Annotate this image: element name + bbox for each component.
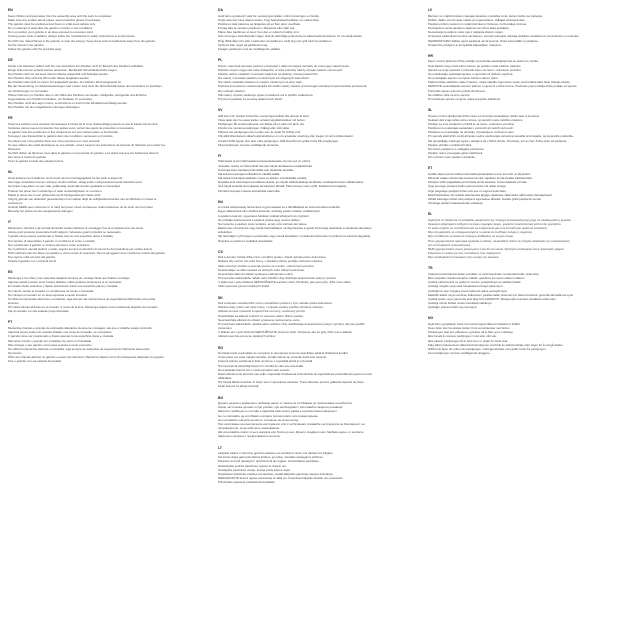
instruction-line: No intente montar el cenador en condiciones de viento o humedad. bbox=[8, 288, 94, 293]
language-section bbox=[428, 166, 628, 205]
instruction-line: Pavillonen skal placeres og fastgøres på en flad, jævn overflade. bbox=[218, 21, 301, 26]
instruction-line: Při používání elektrického nářadí nebo žebříků vždy dodržujte bezpečnostní pokyny výrobce. bbox=[218, 276, 337, 281]
instruction-line: Unele piese pot avea margini ascuțite, purtați mănuși de protecție dacă este necesar. bbox=[218, 355, 327, 360]
language-section bbox=[218, 446, 418, 485]
instruction-line: A pavilont csak sík, egyenletes felületen szabad elhelyezni és rögzíteni. bbox=[218, 213, 310, 218]
instruction-line: Çardak içinde veya yakınında açık ateş KULLANMAYIN. Mangal gibi nesneleri çardaktan uzak tutun. bbox=[428, 296, 557, 301]
instruction-line: Çardağınızı aşırı rüzgara maruz kalan bir alana yerleştirmeyin. bbox=[428, 288, 508, 293]
instruction-line: être tenus à l'écart du gazebo. bbox=[8, 155, 47, 160]
language-section bbox=[428, 266, 628, 309]
instruction-line: Keep children and pets away from the assembly area until the work is completed. bbox=[8, 13, 112, 18]
instruction-line: Kada koristite električne alate ili ljestve, uvijek slijedite sigurnosne upute proizvođača kako biste izbjegli ozljede. bbox=[428, 80, 571, 85]
instruction-line: Hold børn og kæledyr væk fra monteringsområdet, indtil monteringen er færdig. bbox=[218, 13, 320, 18]
language-section bbox=[428, 108, 628, 159]
instruction-line: Pawilon należy ustawiać i mocować wyłącznie na płaskiej, równej powierzchni. bbox=[218, 71, 319, 76]
instruction-line: Çardak yalnızca düz ve yatay bir zemine yerleştirilmeli ve sabitlenmelidir. bbox=[428, 280, 522, 285]
instruction-line: NE uporabljajte odprtega ognja v paviljonu ali v bližini strehe. Predmete, kot so žari, držite stran od paviljona. bbox=[428, 138, 567, 143]
language-code: ES bbox=[8, 270, 13, 275]
language-section bbox=[8, 116, 208, 163]
instruction-line: Bazı parçaların keskin kenarları olabilir; gerekirse koruyucu eldiven kullanın. bbox=[428, 276, 526, 281]
instruction-line: Älä kokoa huvimajaa tuulisella tai märällä säällä. bbox=[218, 171, 281, 176]
instruction-line: Opbevar ikke noget på pavillonens tag. bbox=[218, 42, 268, 47]
instruction-line: érdekében. bbox=[218, 230, 233, 235]
language-section bbox=[218, 154, 418, 193]
instruction-line: Nestatykite pavėsinės vietoje, kurioje pučia stiprus vėjas. bbox=[218, 467, 291, 472]
instruction-line: Non posizionare il gazebo in un'area esposta a vento eccessivo. bbox=[8, 242, 91, 247]
instruction-line: Nostipriniet paviljonu ar komplektā iekļautajiem mietiņiem. bbox=[428, 42, 503, 47]
instruction-line: Plaats je prieel niet in een gebied dat wordt blootgesteld aan harde wind. bbox=[8, 192, 102, 197]
instruction-line: Някои части може да имат остри ръбове; при необходимост използвайте защитни ръкавици. bbox=[218, 405, 344, 410]
instruction-line: Neumiestňujte altánok do oblasti vystavenej nadmernému vetru. bbox=[218, 317, 301, 322]
instruction-line: Nenovietojiet paviljonu vietā, kas ir pakļauta stipram vējam. bbox=[428, 30, 504, 35]
instruction-line: Non tentare di assemblare il gazebo in condizioni di vento o umidità. bbox=[8, 238, 96, 243]
instruction-line: Het prieel mag alleen op een vlak, gelijkmatig oppervlak worden geplaatst en bevestigd. bbox=[8, 184, 121, 189]
instruction-line: Fastgør pavillonen med de medfølgende pløkker. bbox=[218, 46, 281, 51]
instruction-line: Nie należy ustawiać pawilonu w miejscu narażonym na silny wiatr. bbox=[218, 80, 303, 85]
instruction-line: Houd kinderen en huisdieren uit de buurt van het montagegebied tot het werk is afgerond. bbox=[8, 176, 123, 181]
instruction-line: Pri korištenju sjenice za sjenu uvijek provjerite stabilnost. bbox=[428, 96, 501, 101]
instruction-line: Offene Flammen im Pavillon oder in der Nähe des Pavillons vermeiden. Grillgeräte, Heizgeräte und ähnliche bbox=[8, 92, 147, 97]
instruction-line: Djecu i kućne ljubimce držite podalje od područja sastavljanja dok se radovi ne završe. bbox=[428, 59, 539, 64]
language-code: TR bbox=[428, 266, 433, 271]
instruction-line: Si utiliza herramientas eléctricas o escaleras, siga siempre las instrucciones de seguridad del fabricante para evitar bbox=[8, 296, 156, 301]
instruction-line: Děti a domácí zvířata držte mimo montážní prostor, dokud nebude práce dokončena. bbox=[218, 255, 327, 260]
instruction-line: Der Pavillon darf nur auf einer ebenen Fläche aufgestellt und befestigt werden. bbox=[8, 71, 109, 76]
instruction-line: Der Pavillon darf nicht an einem Ort aufgestellt werden, der starkem Wind ausgesetzt ist. bbox=[8, 80, 122, 85]
language-code: LV bbox=[428, 8, 433, 12]
text-column bbox=[8, 8, 208, 640]
instruction-line: Ne helyezze a pavilont olyan területre, amely erős szélnek van kitéve. bbox=[218, 221, 308, 226]
instruction-line: Hold barn og kjæledyr borte fra monteringsområdet til arbeidet er fullført. bbox=[428, 321, 521, 326]
instruction-line: Pidä lapset ja lemmikit kaukana kokoamisalueelta, kunnes työ on valmis. bbox=[218, 159, 312, 164]
instruction-line: Forsøg ikke at montere pavillonen i blæsende eller vådt vejr. bbox=[218, 26, 296, 31]
instruction-line: NENAUDOKITE atviros ugnies pavėsinėje ar šalia jos. Kepsnines laikykite atokiau nuo pavėsinės. bbox=[218, 476, 344, 481]
instruction-line: Deti a domáce zvieratá držte mimo montážneho priestoru, kým nebude práca dokončená. bbox=[218, 301, 333, 306]
instruction-line: NEIZMANTOJIET atklātu uguni paviljonā vai tā tuvumā. Grilus turiet tālāk no paviljona. bbox=[428, 38, 539, 43]
language-code: RO bbox=[218, 345, 224, 350]
instruction-line: Paviljon se sme postaviti in pritrditi le na ravno, vodoravno površino. bbox=[428, 121, 515, 126]
instruction-line: Fissare il gazebo con i picchetti forniti. bbox=[8, 259, 57, 264]
language-code: HU bbox=[218, 199, 223, 204]
language-code: NL bbox=[8, 170, 13, 175]
instruction-line: Do not attempt to assemble the gazebo in windy or wet conditions. bbox=[8, 26, 94, 31]
instruction-line: Älä sijoita huvimajaa paikkaan, jossa se altistuu voimakkaalle tuulelle. bbox=[218, 176, 308, 181]
instruction-line: NU folosiți flăcări deschise în foișor sau în apropierea acestuia. Țineți obiectele precum grătarele departe de foișor. bbox=[218, 380, 365, 385]
instruction-line: Brug IKKE åben ild i eller i nærheden af pavillonen. Hold ting som grill væk fra pavillonen. bbox=[218, 38, 333, 43]
instruction-line: Placera inte paviljongen på en plats som är utsatt för kraftig vind. bbox=[218, 130, 301, 135]
instruction-line: Nie należy montować pawilonu w wietrznych lub wilgotnych warunkach. bbox=[218, 76, 310, 81]
language-code: FR bbox=[8, 116, 13, 121]
instruction-line: Do NOT use naked flames in the gazebo or near the canopy. Keep items such as barbecues away from the gazebo. bbox=[8, 38, 157, 43]
instruction-line: ÄLÄ käytä avotulta huvimajassa tai katoksen lähellä. Pidä esineet, kuten grillit, kaukana huvimajasta. bbox=[218, 184, 347, 189]
instruction-line: NEMOJTE upotrebljavati otvoreni plamen u sjenici ili u blizini krova. Predmete poput roštilja držite podalje od sjenice. bbox=[428, 84, 578, 89]
language-section bbox=[8, 170, 208, 213]
instruction-line: Altánok sa smie umiestniť a upevniť iba na rovný, vodorovný povrch. bbox=[218, 309, 306, 314]
language-code: ET bbox=[428, 166, 433, 171]
instruction-line: Podczas korzystania z elektronarzędzi lub drabin należy zawsze przestrzegać instrukcji bezpieczeństwa producenta, bbox=[218, 84, 368, 89]
language-code: PT bbox=[8, 320, 13, 325]
instruction-line: Hoidke lapsed ja lemmikloomad kokkupanekualast eemal, kuni töö on lõpetatud. bbox=[428, 171, 531, 176]
instruction-line: Sommige onderdelen kunnen scherpe randen hebben, draag indien nodig beschermende handschoenen. bbox=[8, 180, 143, 185]
instruction-line: Vissa delar kan ha vassa kanter, använd skyddshandskar vid behov. bbox=[218, 117, 306, 122]
instruction-line: Κρατήστε τα παιδιά και τα κατοικίδια μακριά από την περιοχή συναρμολόγησης μέχρι να ολοκληρωθεί η εργασία. bbox=[428, 217, 572, 222]
instruction-line: производителя, за да избегнете наранявания. bbox=[218, 426, 280, 431]
language-section bbox=[8, 270, 208, 313]
instruction-line: The gazebo must be positioned and fixed on a flat level surface only. bbox=[8, 21, 96, 26]
instruction-line: Ärge paigutage paviljoni kohta, kus see on tugeva tuule käes. bbox=[428, 188, 507, 193]
instruction-line: Försök inte montera paviljongen i blåsigt eller vått väder. bbox=[218, 126, 291, 131]
language-code: DA bbox=[218, 8, 223, 12]
instruction-line: Niektóre części mogą mieć ostre krawędzie; w razie potrzeby należy używać rękawic ochronnych. bbox=[218, 67, 343, 72]
language-code: EL bbox=[428, 212, 433, 217]
language-section bbox=[218, 8, 418, 51]
instruction-line: Не поставяйте шатрата на място, изложено на силен вятър. bbox=[218, 417, 300, 422]
instruction-line: Laikykite vaikus ir naminius gyvūnus atokiau nuo surinkimo vietos, kol darbas bus baigtas. bbox=[218, 451, 334, 456]
instruction-line: Altán musí být umístěn a upevněn pouze na rovném, vodorovném povrchu. bbox=[218, 263, 315, 268]
instruction-line: Το κιόσκι πρέπει να τοποθετείται και να στερεώνεται μόνο σε επίπεδη και οριζόντια επιφάνεια. bbox=[428, 226, 548, 231]
instruction-line: Não coloque o seu gazebo numa área exposta a vento excessivo. bbox=[8, 342, 93, 347]
instruction-line: zraneniam. bbox=[218, 326, 233, 331]
instruction-line: A munka befejezéséig tartsa távol a gyermekeket és a háziállatokat az összeszerelési területtől. bbox=[218, 205, 341, 210]
instruction-line: Дръжте децата и домашните любимци далеч от зоната за сглобяване до приключване на работата. bbox=[218, 401, 353, 406]
instruction-line: Pritvirtinkite pavėsinę pridedamais kuoleliais. bbox=[218, 480, 276, 485]
language-section bbox=[218, 396, 418, 439]
instruction-line: Nu lăsați copiii și animalele de companie în apropierea zonei de asamblare până la finalizarea lucrării. bbox=[218, 351, 349, 356]
instruction-line: Algumas peças podem ter arestas afiadas; use luvas de proteção, se necessário. bbox=[8, 330, 113, 335]
language-code: LT bbox=[218, 445, 222, 450]
instruction-line: lesiones. bbox=[8, 301, 20, 305]
instruction-line: Sjenica se smije postaviti i pričvrstiti samo na ravnu, vodoravnu površinu. bbox=[428, 67, 522, 72]
instruction-line: Μην αποθηκεύετε αντικείμενα στην οροφή του κιοσκιού. bbox=[428, 255, 500, 260]
language-section bbox=[428, 212, 628, 259]
instruction-line: Przymocuj pawilon za pomocą dołączonych śledzi. bbox=[218, 96, 283, 101]
instruction-line: Pri uporabi električnih orodij ali lestev vedno upoštevajte varnostna navodila proizvajalca, da preprečite poškodbe. bbox=[428, 134, 574, 139]
instruction-line: ferimentos. bbox=[8, 351, 23, 355]
instruction-line: НЕ използвайте открит огън в шатрата или близо до нея. Дръжте предмети като барбекю далеч от шатрата. bbox=[218, 430, 364, 435]
instruction-line: Neumisťujte altán do oblasti vystavené nadměrnému větru. bbox=[218, 271, 294, 276]
instruction-line: Nebandykite surinkti pavėsinės vėjuotu ar drėgnu oru. bbox=[218, 463, 287, 468]
instruction-line: Шатрата трябва да се поставя и закрепва само върху равна и хоризонтална повърхност. bbox=[218, 409, 338, 414]
instruction-line: Nu încercați să asamblați foișorul în condiții de vânt sau umezeală. bbox=[218, 363, 304, 368]
instruction-line: Fije el cenador con las estacas proporcionadas. bbox=[8, 309, 70, 314]
language-section bbox=[8, 8, 208, 51]
instruction-line: If using power tools or ladders, always follow the manufacturer's safety instructions to avoid injuries. bbox=[8, 34, 136, 39]
instruction-line: Não tente montar o gazebo em condições de vento ou humidade. bbox=[8, 338, 92, 343]
instruction-line: IKKE bruk åpen ild i eller nær paviljongen. Hold gjenstander som griller borte fra paviljongen. bbox=[428, 346, 547, 351]
instruction-line: Bevestig het prieel met de meegeleverde haringen. bbox=[8, 209, 74, 214]
language-section bbox=[218, 296, 418, 339]
language-code: DE bbox=[8, 58, 13, 62]
instruction-line: Den Pavillon bitte nicht bei Wind oder Nässe aufgebaut werden. bbox=[8, 76, 90, 81]
instruction-line: Fäst paviljongen med de medföljande pinnarna. bbox=[218, 142, 279, 147]
language-section bbox=[428, 54, 628, 101]
instruction-line: Μην επιχειρήσετε να συναρμολογήσετε το κιόσκι σε συνθήκες ανέμου ή υγρασίας. bbox=[428, 230, 533, 235]
language-section bbox=[8, 58, 208, 109]
text-column bbox=[428, 8, 628, 640]
language-code: SV bbox=[218, 108, 223, 112]
instruction-line: Ob močnem vetru paviljon razstavite. bbox=[428, 155, 476, 160]
instruction-line: Закрепете шатрата с предоставените колчета. bbox=[218, 434, 281, 439]
instruction-line: Mantenere i bambini e gli animali domestici lontani dall'area di montaggio fino al completamento dei lavori. bbox=[8, 226, 144, 231]
instruction-line: Όταν χρησιμοποιείτε ηλεκτρικά εργαλεία ή σκάλες, ακολουθείτε πάντα τις οδηγίες ασφαλείας του κατασκευαστή bbox=[428, 238, 570, 243]
instruction-line: NON utilizzare fiamme libere nel gazebo o vicino al telo di copertura. Tenere gli oggetti come i barbecue lontani dal gazebo. bbox=[8, 251, 166, 255]
instruction-line: Alcune parti possono presentare bordi taglienti, indossare guanti protettivi se necessario. bbox=[8, 230, 122, 235]
instruction-line: Naudodami elektrinius įrankius ar kopėčias, visada laikykitės gamintojo saugos instrukcijų. bbox=[218, 471, 334, 476]
instruction-line: Elektrikli aletler veya merdiven kullanırken yaralanmaları önlemek için daima üreticinin güvenlik talimatlarına uyun. bbox=[428, 292, 574, 297]
instruction-line: Elektromos szerszámok vagy létrák használatakor mindig kövesse a gyártó biztonsági utasításait a sérülések elkerülése bbox=[218, 226, 372, 231]
instruction-line: voorkomen. bbox=[8, 201, 24, 205]
instruction-line: Bērniem un mājdzīvniekiem neļaujiet atrasties montāžas zonā, kamēr darbs nav pabeigts. bbox=[428, 13, 543, 18]
instruction-line: Fest paviljongen med de medfølgende pluggene. bbox=[428, 351, 491, 355]
instruction-line: Nu amplasați foișorul într-o zonă expusă la vânt excesiv. bbox=[218, 367, 291, 372]
instruction-line: Paviljongen skal kun plasseres og festes på et flatt, jevnt underlag. bbox=[428, 330, 514, 335]
instruction-line: Placer ikke pavillonen et sted, hvor den er udsat for kraftig vind. bbox=[218, 30, 300, 35]
instruction-line: ΜΗΝ χρησιμοποιείτε γυμνή φλόγα μέσα ή κοντά στο κιόσκι. Κρατήστε αντικείμενα όπως ψησταριές μακριά. bbox=[428, 246, 565, 251]
instruction-line: Den Pavillon nicht als Lager nutzen, sonst könnte er durch hohe Windlast beschädigt werden. bbox=[8, 101, 128, 105]
instruction-line: um Verletzungen zu vermeiden. bbox=[8, 88, 49, 93]
language-section bbox=[8, 320, 208, 363]
instruction-line: Na streho paviljona ne odlagajte predmetov. bbox=[428, 146, 485, 151]
language-section bbox=[218, 200, 418, 243]
instruction-line: Nepokúšajte sa altánok zostaviť vo veternom alebo vlhkom počasí. bbox=[218, 313, 304, 318]
instruction-line: Fixați foișorul cu țărușii furnizați. bbox=[218, 384, 260, 389]
instruction-line: Gegenstände vom Pavillon fernhalten, um Schäden zu vermeiden. bbox=[8, 96, 94, 101]
instruction-line: ÄRGE kasutage lahtist tuld paviljonis ega katuse lähedal. Hoidke grillid paviljonist eemal. bbox=[428, 196, 542, 201]
instruction-line: Den Pavillon mit den mitgelieferten Heringen befestigen. bbox=[8, 105, 81, 110]
instruction-line: Tenez les enfants et les animaux domestiques à l'écart de la zone d'assemblage jusqu'à ce que le travail soit terminé. bbox=[8, 121, 159, 126]
instruction-line: Foișorul trebuie poziționat și fixat numai pe o suprafață plană și orizontală. bbox=[218, 359, 313, 364]
instruction-line: Paviljon redno preverjajte glede stabilnosti. bbox=[428, 151, 483, 155]
instruction-line: blessures. bbox=[8, 146, 22, 151]
instruction-line: Mantenga a los niños y las mascotas alejados del área de montaje hasta que finalice el trabajo. bbox=[8, 276, 131, 281]
instruction-line: Pričvrstite sjenicu pomoću priloženih klinova. bbox=[428, 88, 486, 93]
instruction-line: Paviljon pritrdite s priloženimi klini. bbox=[428, 142, 473, 147]
instruction-line: Do not position your gazebo in an area exposed to excessive wind. bbox=[8, 30, 94, 35]
instruction-line: N'essayez pas d'assembler le gazebo dans des conditions venteuses ou humides. bbox=[8, 134, 114, 139]
instruction-line: Paviljongen får endast placeras och fästas på en plan och jämn yta. bbox=[218, 121, 305, 126]
instruction-line: Se utilizar ferramentas elétricas ou escadas, siga sempre as instruções de segurança do fabricante para evitar bbox=[8, 346, 150, 351]
instruction-line: Çardağı rüzgarlı veya ıslak havalarda kurmaya çalışmayın. bbox=[428, 284, 504, 289]
instruction-line: Kai kurios dalys gali turėti aštrius kraštus, jei reikia, mūvėkite apsaugines pirštines. bbox=[218, 455, 324, 460]
instruction-line: Bei der Verwendung von Elektrowerkzeugen oder Leitern sind stets die Sicherheitshinweise des Herstellers zu beachten, bbox=[8, 84, 163, 89]
instruction-line: Çalışma tamamlanana kadar çocukları ve evcil hayvanları montaj alanından uzak tutun. bbox=[428, 271, 540, 276]
instruction-line: Ne placez pas votre gazebo dans une zone exposée à un vent excessif. bbox=[8, 138, 101, 143]
instruction-line: Le gazebo doit être positionné et fixé uniquement sur une surface plane et horizontale. bbox=[8, 130, 119, 135]
language-section bbox=[218, 58, 418, 101]
instruction-line: Certaines pièces peuvent présenter des arêtes vives, portez des gants de protection si nécessaire. bbox=[8, 126, 135, 131]
instruction-line: Ne próbálja összeszerelni a pavilont szeles vagy nedves időben. bbox=[218, 217, 301, 222]
instruction-line: Follow the gazebo with the provided pegs. bbox=[8, 46, 62, 51]
language-code: BG bbox=[218, 395, 224, 400]
instruction-line: Ορισμένα εξαρτήματα ενδέχεται να έχουν αιχμηρές άκρες· φορέστε προστατευτικά γάντια εάν χρειάζεται. bbox=[428, 221, 562, 226]
instruction-line: Dzieci i zwierzęta domowe powinny przebywać z dala od miejsca montażu do czasu jego zakończenia. bbox=[218, 63, 350, 68]
instruction-line: V altánku ani v jeho blízkosti NEPOUŽÍVAJTE otvorený oheň. Predmety, ako sú grily, držte mimo altánku. bbox=[218, 330, 353, 335]
text-column bbox=[218, 8, 418, 640]
instruction-line: Çardağı ürünle birlikte verilen kazıklarla sabitleyin. bbox=[428, 301, 493, 305]
language-code: NO bbox=[428, 316, 434, 321]
instruction-line: Ikke forsøk å montere paviljongen i vind eller vått vær. bbox=[428, 334, 498, 339]
language-code: EN bbox=[8, 8, 13, 12]
instruction-line: Følg alltid produsentens sikkerhetsinstruksjoner ved bruk av elektroverktøy eller stiger for å unngå skader. bbox=[428, 342, 564, 347]
instruction-line: V altánu ani v jeho blízkosti NEPOUŽÍVEJTE otevřený oheň. Předměty, jako jsou grily, držte mimo altán. bbox=[218, 280, 352, 285]
language-section bbox=[218, 346, 418, 389]
instruction-line: Mõnedel osadel võivad olla teravad servad; vajaduse korral kandke kaitsekindaid. bbox=[428, 176, 533, 181]
language-code: SK bbox=[218, 295, 223, 300]
instruction-line: Nogle dele kan have skarpe kanter, brug beskyttelseshandsker om nødvendigt. bbox=[218, 17, 320, 22]
instruction-line: Çardağın çatısına hiçbir şey koymayın. bbox=[428, 305, 478, 310]
instruction-line: O gazebo deve ser posicionado e fixado apenas numa superfície plana e nivelada. bbox=[8, 334, 114, 339]
language-code: FI bbox=[218, 153, 222, 158]
instruction-line: Rögzítse a pavilont a mellékelt cövekekkel. bbox=[218, 238, 274, 243]
instruction-line: Dacă utilizați scule electrice sau scări, respectați întotdeauna instrucțiunile de siguranță ale producătorului pentru a evita bbox=[218, 371, 372, 376]
instruction-line: Kinnitage paviljon kaasasolevate vaiadega. bbox=[428, 201, 484, 205]
instruction-line: Paviljona ne postavljajte na območje, izpostavljeno močnemu vetru. bbox=[428, 130, 515, 135]
instruction-line: Algunas piezas pueden tener bordes afilados; utilice guantes protectores si es necesario. bbox=[8, 280, 123, 285]
instruction-line: Följ alltid tillverkarens säkerhetsinstruktioner om du använder elverktyg eller stegar, för att undvika skador. bbox=[218, 134, 354, 139]
instruction-line: Ikke plasser paviljongen på et sted som er utsatt for sterk vind. bbox=[428, 338, 509, 343]
instruction-line: Altánok upevnite pomocou dodaných kolíkov. bbox=[218, 334, 276, 339]
instruction-line: Nepokoušejte se altán sestavit za větrných nebo vlhkých podmínek. bbox=[218, 267, 305, 272]
instruction-line: Kinder und Haustiere sollten sich bis zum Abschluss der Arbeiten nicht im Bereich des Pavillons aufhalten. bbox=[8, 63, 144, 68]
instruction-line: NO utilice llamas abiertas en el cenador ni cerca de la lona. Mantenga objetos como barbacoas alejados del cenador. bbox=[8, 305, 159, 310]
instruction-line: Noudata aina valmistajan turvallisuusohjeita, jos käytät sähkötyökaluja tai tikkaita, loukkaantumisten välttämiseksi. bbox=[218, 180, 364, 185]
instruction-line: Paviljonu drīkst novietot un nostiprināt tikai uz līdzenas, horizontālas virsmas. bbox=[428, 21, 527, 26]
instruction-line: Ne postavljajte sjenicu na mjesto izloženo jakom vjetru. bbox=[428, 76, 499, 81]
instruction-line: aby uniknąć obrażeń. bbox=[218, 88, 246, 93]
instruction-line: Ne PAS utiliser de flammes nues dans le gazebo ou à proximité du gazebo. Les objets tels que les barbecues doivent bbox=[8, 151, 159, 155]
instruction-line: Στερεώστε το κιόσκι με τους πασσάλους που παρέχονται. bbox=[428, 251, 502, 255]
instruction-line: Nekateri deli imajo lahko ostre robove; po potrebi nosite zaščitne rokavice. bbox=[428, 117, 524, 122]
instruction-line: При използване на електрически инструменти или стълби винаги спазвайте инструкциите за безопасност на bbox=[218, 421, 365, 426]
instruction-line: Otroke in hišne ljubljenčke držite stran od območja sestavljanja, dokler delo ni končano. bbox=[428, 113, 540, 118]
instruction-line: Některé díly mohou mít ostré hrany, v případě potřeby použijte ochranné rukavice. bbox=[218, 259, 324, 264]
instruction-line: Pri používaní elektrického náradia alebo rebríkov vždy dodržiavajte bezpečnostné pokyny výrobcu, aby ste predišli bbox=[218, 321, 365, 326]
language-code: SL bbox=[428, 108, 433, 112]
instruction-line: Μην τοποθετείτε το κιόσκι σε περιοχή εκτεθειμένη σε ισχυρό άνεμο. bbox=[428, 234, 514, 239]
language-section bbox=[428, 316, 628, 355]
instruction-line: vătămările. bbox=[218, 376, 233, 381]
instruction-line: Fixe o gazebo com as estacas fornecidas. bbox=[8, 359, 62, 364]
instruction-line: Paviljoni tohib paigaldada ja kinnitada ainult tasasele, horisontaalsele pinnale. bbox=[428, 180, 528, 185]
instruction-line: Använd INTE öppen eld i eller nära paviljongen. Håll föremål som grillar borta från paviljongen. bbox=[218, 138, 339, 143]
instruction-line: NÃO use chamas abertas no gazebo ou perto da cobertura. Mantenha objetos como churrasqueiras afastados do gazebo. bbox=[8, 355, 165, 360]
language-code: IT bbox=[8, 220, 12, 225]
instruction-line: Nemēģiniet montēt paviljonu vējainos vai mitros laika apstākļos. bbox=[428, 26, 510, 31]
instruction-line: Huvimaja tulee sijoittaa ja kiinnittää vain tasaiselle alustalle. bbox=[218, 167, 295, 172]
instruction-line: Se si utilizzano utensili elettrici o scale, seguire sempre le istruzioni di sicurezza del produttore per evitare lesioni. bbox=[8, 246, 153, 251]
instruction-line: Paviljona ne poskušajte sestavljati v vetrovnih ali mokrih razmerah. bbox=[428, 126, 514, 131]
instruction-line: Joissakin osissa voi olla teräviä reunoja; käytä tarvittaessa suojakäsineitä. bbox=[218, 163, 313, 168]
language-section bbox=[218, 250, 418, 289]
instruction-line: Не се опитвайте да сглобявате шатрата при ветровито или влажно време. bbox=[218, 413, 319, 418]
instruction-line: Neki dijelovi mogu imati oštre rubove; po potrebi nosite zaštitne rukavice. bbox=[428, 63, 522, 68]
language-code: CS bbox=[218, 249, 223, 254]
instruction-line: Pavėsinė turi būti pastatyta ir pritvirtinta tik ant lygaus, horizontalaus paviršiaus. bbox=[218, 459, 320, 464]
instruction-line: Not be stored in the gazebo. bbox=[8, 42, 45, 47]
instruction-line: Noen deler kan ha skarpe kanter; bruk vernehansker ved behov. bbox=[428, 326, 511, 331]
language-section bbox=[218, 108, 418, 147]
language-section bbox=[8, 220, 208, 263]
instruction-line: Izmantojot elektroinstrumentus vai kāpnes, vienmēr ievērojiet ražotāja drošības norādījumus, lai izvairītos no traumām. bbox=[428, 34, 580, 39]
language-code: PL bbox=[218, 58, 223, 62]
instruction-line: Elektritööriistade või redelite kasutamisel järgige vigastuste vältimiseks alati tootja ohutusjuhiseid. bbox=[428, 192, 553, 197]
instruction-line: Niektoré diely môžu mať ostré hrany, v prípade potreby použite ochranné rukavice. bbox=[218, 305, 324, 310]
instruction-line: Volg bij gebruik van elektrisch gereedschap of een ladder altijd de veiligheidsinstructies van de fabrikant om letsel te bbox=[8, 196, 157, 201]
instruction-line: Make sure any surface about edges, wear protective gloves if necessary. bbox=[8, 17, 102, 22]
instruction-line: Ärge proovige paviljoni kokku panna tuulise või niiske ilmaga. bbox=[428, 184, 507, 189]
instruction-line: Probeer het prieel niet in winderige of natte omstandigheden te monteren. bbox=[8, 188, 103, 193]
instruction-line: Håll barn och husdjur borta från monteringsområdet tills arbetet är klart. bbox=[218, 113, 310, 118]
language-code: HR bbox=[428, 53, 433, 58]
instruction-line: Dažām daļām var būt asas malas; ja nepieciešams, valkājiet aizsargcimdus. bbox=[428, 17, 526, 22]
instruction-line: NIE należy używać otwartego ognia w pawilonie ani w pobliżu zadaszenia. bbox=[218, 92, 314, 97]
instruction-line: Gebruik GEEN open vlammen in of nabij het prieel. Houd voorwerpen zoals barbecues uit de buurt van het prieel. bbox=[8, 205, 154, 210]
instruction-line: No coloque el cenador en un área expuesta a viento excesivo. bbox=[8, 292, 88, 297]
instruction-line: Mantenha crianças e animais de estimação afastados da área de montagem até que o trabalho esteja concluído. bbox=[8, 326, 153, 331]
instruction-line: για να αποφύγετε τραυματισμούς. bbox=[428, 242, 472, 247]
instruction-line: Hvis du bruger elværktøj eller stiger, skal du altid følge producentens sikkerhedsinstruktioner for at undgå skader. bbox=[218, 34, 363, 39]
instruction-line: Kiinnitä huvimaja mukana toimitetuilla vaarnoilla. bbox=[218, 188, 281, 193]
instruction-line: Ne odlažite ništa na krov sjenice. bbox=[428, 92, 471, 97]
instruction-line: Egyes alkatrészek éles szélűek lehetnek, szükség esetén viseljen védőkesztyűt. bbox=[218, 209, 321, 214]
instruction-line: Si vous utilisez des outils électriques ou une échelle, suivez toujours les instructions de sécurité du fabricant pour éviter les bbox=[8, 142, 166, 147]
instruction-line: Il gazebo deve essere posizionato e fissato solo su una superficie piana e livellata. bbox=[8, 234, 114, 239]
instruction-line: Fixez le gazebo à l'aide des piquets fournis. bbox=[8, 159, 64, 164]
language-section bbox=[428, 8, 628, 47]
instruction-line: NE használjon nyílt lángot a pavilonban vagy annak közelében. A pavilontól tartsa távol a grillezőt és hasonló tárgyakat. bbox=[218, 234, 371, 239]
instruction-line: Non riporre nulla sul tetto del gazebo. bbox=[8, 255, 57, 260]
instruction-line: El cenador debe colocarse y fijarse únicamente sobre una superficie plana y nivelada. bbox=[8, 284, 119, 289]
instruction-line: Altán upevněte pomocí dodaných kolíků. bbox=[218, 284, 271, 289]
instruction-line: Einige Teile können scharfe Kanten aufweisen. Bei Bedarf Schutzhandschuhe tragen. bbox=[8, 67, 118, 72]
instruction-line: Ne pokušavajte sastavljati sjenicu u vjetrovitim ili vlažnim uvjetima. bbox=[428, 71, 514, 76]
